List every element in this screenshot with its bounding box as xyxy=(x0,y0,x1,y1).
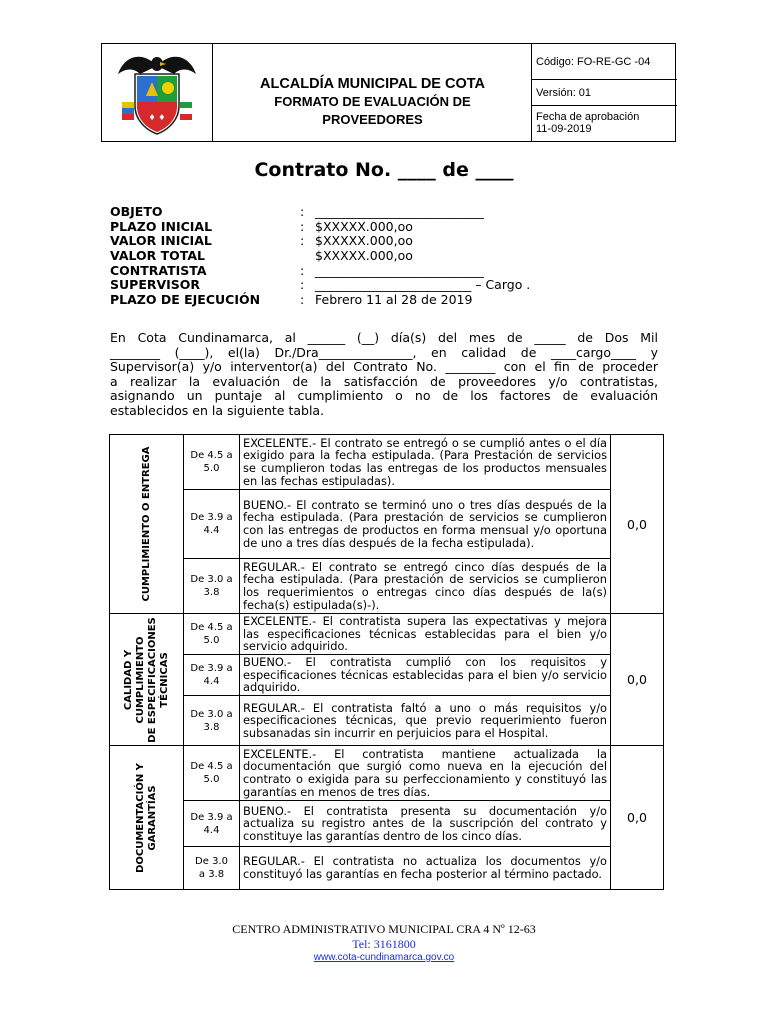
footer-phone: Tel: 3161800 xyxy=(352,937,416,951)
paragraph-line: Supervisor(a) y/o interventor(a) del Contrato No. ________ con el fin de proceder xyxy=(110,359,658,375)
score-range-cell: De 3.0 a 3.8 xyxy=(184,847,240,890)
approval-date: 11-09-2019 xyxy=(536,123,592,135)
field-colon: : xyxy=(300,262,305,278)
field-value: ___________________________ xyxy=(315,262,484,278)
criteria-description: REGULAR.- El contratista no actualiza los documentos y/o constituyó las garantías en fecha posterior al término pactado. xyxy=(240,847,611,890)
category-label: DOCUMENTACIÓN Y GARANTÍAS xyxy=(134,762,158,873)
table-row xyxy=(110,801,664,847)
field-colon: : xyxy=(300,292,305,308)
category-cell xyxy=(110,614,184,746)
table-row xyxy=(110,746,664,801)
category-cell xyxy=(110,746,184,890)
table-row xyxy=(110,490,664,559)
score-range-cell: De 3.0 a 3.8 xyxy=(184,696,240,746)
score-value: 0,0 xyxy=(611,435,664,614)
form-name-line2: PROVEEDORES xyxy=(322,112,423,127)
coat-of-arms-logo xyxy=(102,44,212,141)
criteria-description: BUENO.- El contratista cumplió con los requisitos y especificaciones técnicas establecidas para el bien y/o servicio adquirido. xyxy=(240,655,611,696)
document-header xyxy=(101,43,676,142)
category-cell xyxy=(110,435,184,614)
field-label: VALOR TOTAL xyxy=(110,248,205,264)
table-row xyxy=(110,847,664,890)
field-colon: : xyxy=(300,204,305,219)
coat-of-arms-icon xyxy=(102,44,212,141)
footer-address: CENTRO ADMINISTRATIVO MUNICIPAL CRA 4 Nº 12-63 xyxy=(232,922,536,936)
field-label: PLAZO INICIAL xyxy=(110,218,213,234)
table-row xyxy=(110,655,664,696)
approval-block xyxy=(532,106,677,141)
field-label: OBJETO xyxy=(110,204,163,219)
header-title-block xyxy=(212,44,532,141)
criteria-description: REGULAR.- El contratista faltó a uno o más requisitos y/o especificaciones técnicas, que previo requerimiento fueron subsanadas sin incurrir en perjuicios para el Hospital. xyxy=(240,696,611,746)
criteria-description: EXCELENTE.- El contrato se entregó o se cumplió antes o el día exigido para la fecha estipulada. (Para Prestación de servicios se cumplieron todas las entregas de los productos mensuales en las fechas estipuladas). xyxy=(240,435,611,490)
form-code: Código: FO-RE-GC -04 xyxy=(532,44,677,80)
criteria-description: BUENO.- El contrato se terminó uno o tres días después de la fecha estipulada. (Para prestación de servicios se cumplieron con las entregas de productos en forma mensual y/o oportuna de uno a tres días después de la fecha estipulada). xyxy=(240,490,611,559)
criteria-description: REGULAR.- El contrato se entregó cinco días después de la fecha estipulada. (Para prestación de servicios se cumplieron los requerimientos o entregas cinco días después de la(s) fecha(s) estipulada(s)-). xyxy=(240,559,611,614)
evaluation-table xyxy=(109,434,664,890)
category-label: CUMPLIMIENTO O ENTREGA xyxy=(140,446,152,602)
score-range-cell: De 4.5 a 5.0 xyxy=(184,614,240,655)
score-range-cell: De 4.5 a 5.0 xyxy=(184,435,240,490)
field-colon: : xyxy=(300,277,305,293)
score-range-cell: De 3.9 a 4.4 xyxy=(184,801,240,847)
paragraph-line: ________ (____), el(la) Dr./Dra_______________, en calidad de ____cargo____ y xyxy=(110,344,658,360)
field-label: VALOR INICIAL xyxy=(110,233,212,249)
field-colon: : xyxy=(300,218,305,234)
paragraph-line: asignando un puntaje al cumplimiento o no de los factores de evaluación xyxy=(110,388,658,404)
category-label: CALIDAD Y CUMPLIMIENTO DE ESPECIFICACIONES TÉCNICAS xyxy=(122,616,170,743)
header-meta-block xyxy=(531,44,677,141)
field-value: Febrero 11 al 28 de 2019 xyxy=(315,292,473,308)
approval-label: Fecha de aprobación xyxy=(536,111,640,123)
svg-text:♦ ♦: ♦ ♦ xyxy=(148,113,166,122)
org-name: ALCALDÍA MUNICIPAL DE COTA xyxy=(259,76,485,92)
criteria-description: EXCELENTE.- El contratista supera las expectativas y mejora las especificaciones técnicas establecidas para el bien y/o servicio adquirido. xyxy=(240,614,611,655)
criteria-description: EXCELENTE.- El contratista mantiene actualizada la documentación que surgió como nueva en la ejecución del contrato o exigida para su perfeccionamiento y constituyó las garantías en menos de tres días. xyxy=(240,746,611,801)
form-version: Versión: 01 xyxy=(532,80,677,106)
paragraph-line: establecidos en la siguiente tabla. xyxy=(110,402,325,418)
field-value: $XXXXX.000,oo xyxy=(315,248,413,264)
score-value: 0,0 xyxy=(611,614,664,746)
field-value: _________________________ – Cargo . xyxy=(315,277,531,293)
score-range-cell: De 3.0 a 3.8 xyxy=(184,559,240,614)
criteria-description: BUENO.- El contratista presenta su documentación y/o actualiza su registro antes de la suscripción del contrato y constituye las garantías dentro de los cinco días. xyxy=(240,801,611,847)
score-range-cell: De 4.5 a 5.0 xyxy=(184,746,240,801)
table-row xyxy=(110,559,664,614)
paragraph-line: a realizar la evaluación de la satisfacción de proveedores y/o contratistas, xyxy=(110,373,658,389)
table-row xyxy=(110,435,664,490)
footer-website-link[interactable]: www.cota-cundinamarca.gov.co xyxy=(313,952,455,963)
field-value: $XXXXX.000,oo xyxy=(315,218,413,234)
score-range-cell: De 3.9 a 4.4 xyxy=(184,490,240,559)
form-name-line1: FORMATO DE EVALUACIÓN DE xyxy=(274,94,471,109)
contract-title: Contrato No. ____ de ____ xyxy=(254,159,514,181)
field-label: PLAZO DE EJECUCIÓN xyxy=(110,292,261,308)
table-row xyxy=(110,614,664,655)
field-label: CONTRATISTA xyxy=(110,262,207,278)
field-value: ___________________________ xyxy=(315,204,484,219)
score-range-cell: De 3.9 a 4.4 xyxy=(184,655,240,696)
score-value: 0,0 xyxy=(611,746,664,890)
field-label: SUPERVISOR xyxy=(110,277,201,293)
evaluation-intro-paragraph xyxy=(110,331,658,419)
field-value: $XXXXX.000,oo xyxy=(315,233,413,249)
table-row xyxy=(110,696,664,746)
field-colon: : xyxy=(300,233,305,249)
paragraph-line: En Cota Cundinamarca, al ______ (__) día(s) del mes de _____ de Dos Mil xyxy=(110,330,658,345)
